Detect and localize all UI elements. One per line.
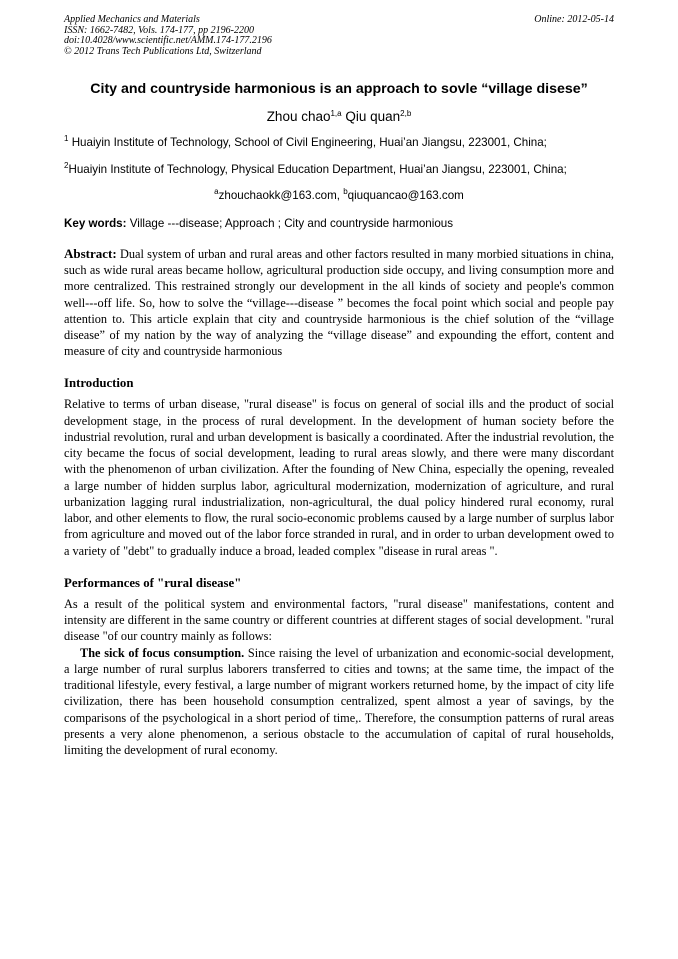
introduction-paragraph: Relative to terms of urban disease, "rural disease" is focus on general of social ills and the product of social development stage, in the process of rural development. In the development of human society before the industrial revolution, rural and urban development is basically a coordinated. After the industrial revolution, the city became the focus of social development, leading to rural areas slowly, and there were many discordant with the phenomenon of urban civilization. After the founding of New China, especially the opening, revealed a large number of hidden surplus labor, agricultural modernization, modernization of agriculture, and rural urbanization lagging rural industrialization, non-agricultural, the dual policy hindered rural economy, rural labor, and other elements to flow, the rural socio-economic problems caused by a large number of surplus labor from agriculture and moved out of the labor force stranded in rural, and in order to urban development owed to a variety of "debt" to gradually induce a broad, leaded complex "disease in rural areas ". (64, 397, 614, 558)
focus-consumption-label: The sick of focus consumption. (80, 645, 245, 660)
affiliation-2-text: Huaiyin Institute of Technology, Physical Education Department, Huai’an Jiangsu, 223001, China; (68, 163, 567, 176)
keywords (64, 217, 614, 231)
focus-consumption-text: Since raising the level of urbanization and economic-social development, a large number of rural surplus laborers transferred to cities and towns; at the same time, the impact of the traditional lifestyle, every festival, a large number of migrant workers returned home, by the impact of city life civilization, there has been household consumption centralized, spent almost a year of savings, by the comparisons of the psychological in a short period of time,. Therefore, the consumption patterns of rural areas presents a very alone phenomenon, a serious obstacle to the accumulation of capital of rural households, limiting the development of rural economy. (64, 645, 614, 758)
issn-line: ISSN: 1662-7482, Vols. 174-177, pp 2196-2200 (64, 24, 254, 36)
author-2: Qiu quan (345, 109, 401, 124)
email-b: qiuquancao@163.com (347, 189, 464, 202)
email-a-mark: a (214, 187, 219, 196)
abstract (64, 246, 614, 359)
author-1: Zhou chao (266, 109, 331, 124)
journal-name: Applied Mechanics and Materials (64, 14, 200, 25)
affiliation-2 (64, 163, 614, 177)
journal-header (64, 15, 614, 57)
author-line (64, 108, 614, 125)
affiliation-1-mark: 1 (64, 134, 69, 143)
affiliation-1 (64, 136, 614, 150)
email-line (64, 189, 614, 203)
performances-paragraph: As a result of the political system and environmental factors, "rural disease" manifestations, content and intensity are different in the same country or different countries at different stages of social development. "rural disease "of our country mainly as follows: (64, 596, 614, 644)
keywords-label: Key words: (64, 217, 127, 230)
email-b-mark: b (343, 187, 348, 196)
paper-title: City and countryside harmonious is an approach to sovle “village disese” (90, 81, 588, 97)
performances-heading: Performances of "rural disease" (64, 575, 242, 590)
affiliation-1-text: Huaiyin Institute of Technology, School of Civil Engineering, Huai’an Jiangsu, 223001, China; (71, 136, 547, 149)
keywords-text: Village ---disease; Approach ; City and countryside harmonious (129, 217, 454, 230)
abstract-label: Abstract: (64, 246, 117, 261)
introduction-heading: Introduction (64, 376, 134, 391)
email-a: zhouchaokk@163.com, (218, 189, 340, 202)
online-date: Online: 2012-05-14 (534, 14, 614, 25)
paper-page (64, 15, 614, 758)
copyright-line: © 2012 Trans Tech Publications Ltd, Switzerland (64, 45, 262, 57)
author-1-affiliation-mark: 1,a (330, 109, 342, 118)
focus-consumption-paragraph (64, 645, 614, 759)
doi-line: doi:10.4028/www.scientific.net/AMM.174-177.2196 (64, 35, 272, 46)
author-2-affiliation-mark: 2,b (400, 109, 412, 118)
affiliation-2-mark: 2 (64, 161, 69, 170)
abstract-text: Dual system of urban and rural areas and other factors resulted in many morbied situations in china, such as wide rural areas became hollow, agricultural production side occupy, and living consumption more and more centralized. This restrained strongly our development in the all kinds of society and people's common well---off life. So, how to solve the “village---disease ” becomes the focal point which social and people pay attention to. This article explain that city and countryside harmonious is the chief solution of the “village disease” of my nation by the way of analyzing the “village disease” and expounding the effort, content and measure of city and countryside harmonious (64, 247, 615, 359)
